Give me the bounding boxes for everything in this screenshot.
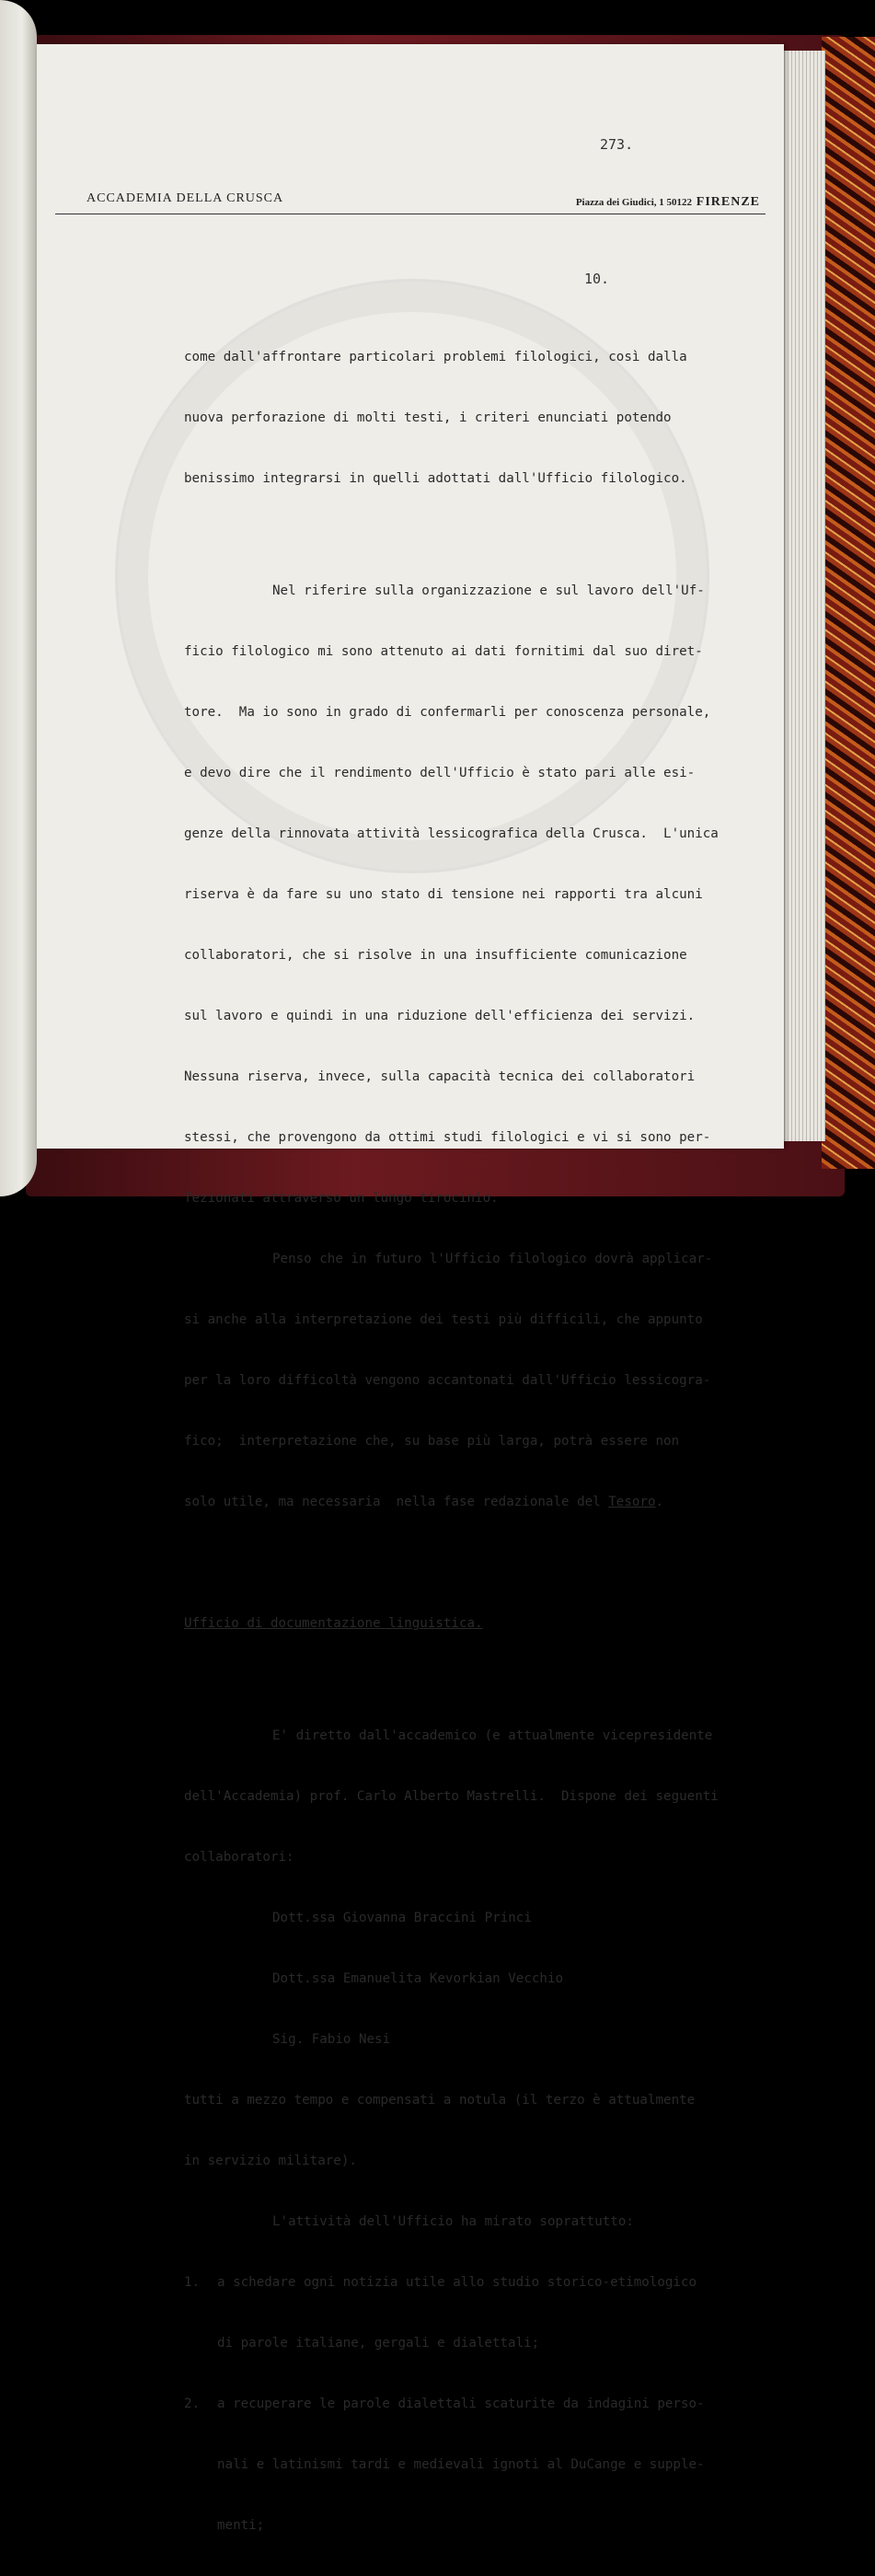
text-line: benissimo integrarsi in quelli adottati dall'Ufficio filologico. [184, 471, 687, 486]
list-number: 2. [184, 2397, 201, 2411]
letterhead-street: Piazza dei Giudici, 1 50122 [575, 197, 693, 208]
left-page-edge [0, 0, 37, 1196]
text-fragment: . [655, 1495, 664, 1509]
list-item-continuation [184, 2333, 736, 2353]
text-line [184, 1492, 736, 1512]
marbled-edge [822, 37, 875, 1169]
list-item [184, 2272, 736, 2293]
text-line: E' diretto dall'accademico (e attualmente vicepresidente [272, 1728, 713, 1743]
text-line: nuova perforazione di molti testi, i criteri enunciati potendo [184, 410, 672, 425]
sheet-number: 10. [584, 271, 610, 287]
page-stack-edge [777, 51, 825, 1141]
text-line: Nessuna riserva, invece, sulla capacità tecnica dei collaboratori [184, 1069, 696, 1084]
section-heading: Ufficio di documentazione linguistica. [184, 1616, 483, 1631]
text-line: in servizio militare). [184, 2154, 357, 2168]
page-number: 273. [600, 136, 634, 153]
text-line: si anche alla interpretazione dei testi più difficili, che appunto [184, 1312, 703, 1327]
list-text: a recuperare le parole dialettali scaturite da indagini perso- [217, 2397, 705, 2411]
text-line: per la loro difficoltà vengono accantonati dall'Ufficio lessicogra- [184, 1373, 711, 1388]
letterhead-city: FIRENZE [696, 195, 760, 209]
collaborator-name: Dott.ssa Giovanna Braccini Princi [272, 1911, 532, 1925]
list-item-continuation [184, 2455, 736, 2475]
text-line: genze della rinnovata attività lessicografica della Crusca. L'unica [184, 826, 719, 841]
letterhead [55, 190, 766, 214]
list-item [184, 2394, 736, 2414]
tesoro-title: Tesoro [608, 1495, 656, 1509]
text-line: e devo dire che il rendimento dell'Ufficio è stato pari alle esi- [184, 766, 696, 780]
text-line: fico; interpretazione che, su base più larga, potrà essere non [184, 1434, 680, 1449]
text-line: dell'Accademia) prof. Carlo Alberto Mastrelli. Dispone dei seguenti [184, 1789, 719, 1804]
text-line: Nel riferire sulla organizzazione e sul lavoro dell'Uf- [272, 583, 705, 598]
text-line: tutti a mezzo tempo e compensati a notula (il terzo è attualmente [184, 2093, 696, 2108]
text-line: riserva è da fare su uno stato di tensione nei rapporti tra alcuni [184, 887, 703, 902]
text-line: stessi, che provengono da ottimi studi filologici e vi si sono per- [184, 1130, 711, 1145]
list-text: menti; [217, 2518, 265, 2533]
text-line: L'attività dell'Ufficio ha mirato soprattutto: [272, 2214, 634, 2229]
list-text: di parole italiane, gergali e dialettali; [217, 2336, 540, 2351]
collaborator-name: Dott.ssa Emanuelita Kevorkian Vecchio [272, 1971, 564, 1986]
list-text: a schedare ogni notizia utile allo studio storico-etimologico [217, 2275, 697, 2290]
body-text [184, 306, 736, 2576]
text-line: sul lavoro e quindi in una riduzione dell'efficienza dei servizi. [184, 1009, 696, 1023]
document-page [37, 44, 784, 2533]
collaborator-name: Sig. Fabio Nesi [272, 2032, 391, 2047]
list-text: nali e latinismi tardi e medievali ignoti al DuCange e supple- [217, 2457, 705, 2472]
text-line: ficio filologico mi sono attenuto ai dati fornitimi dal suo diret- [184, 644, 703, 659]
text-line: collaboratori, che si risolve in una insufficiente comunicazione [184, 948, 687, 963]
letterhead-address [576, 195, 760, 210]
text-line: tore. Ma io sono in grado di confermarli per conoscenza personale, [184, 705, 711, 720]
letterhead-institution: ACCADEMIA DELLA CRUSCA [86, 191, 284, 205]
text-line: Penso che in futuro l'Ufficio filologico dovrà applicar- [272, 1252, 713, 1266]
list-number: 1. [184, 2275, 201, 2290]
text-line: collaboratori: [184, 1850, 294, 1865]
list-item-continuation [184, 2515, 736, 2536]
text-line: fezionati attraverso un lungo tirocinio. [184, 1191, 499, 1206]
text-fragment: solo utile, ma necessaria nella fase redazionale del [184, 1495, 609, 1509]
text-line: come dall'affrontare particolari problemi filologici, così dalla [184, 350, 687, 364]
